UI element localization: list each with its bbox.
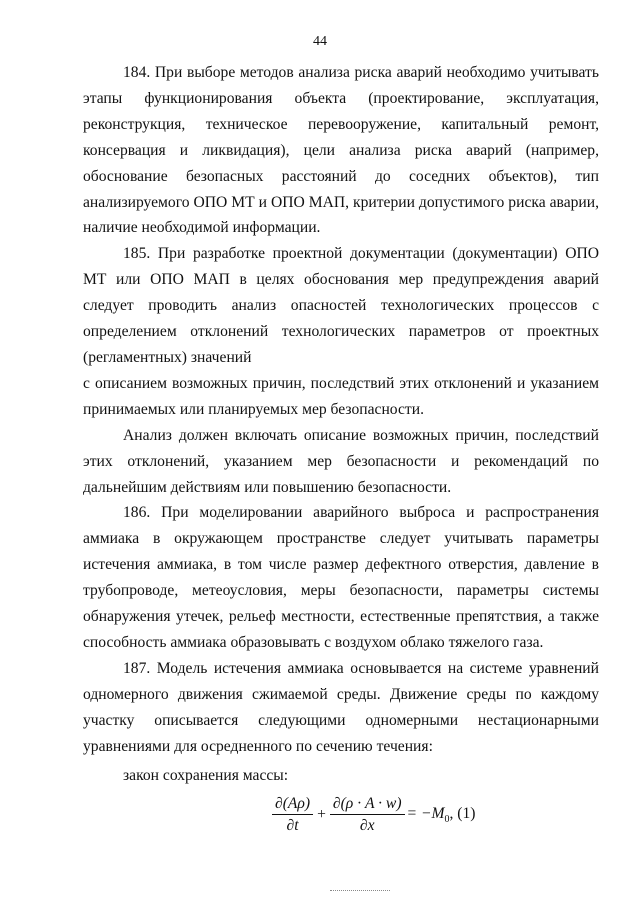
formula-plus: +	[317, 806, 326, 823]
formula-number: , (1)	[449, 804, 476, 822]
page-number: 44	[313, 34, 327, 49]
scan-artifact-line	[330, 890, 390, 891]
formula-numerator-1: ∂(Aρ)	[272, 795, 313, 815]
paragraph-185-continuation: с описанием возможных причин, последствий этих отклонений и указанием принимаемых или планируемых мер безопасности.	[83, 374, 599, 418]
document-body	[83, 60, 599, 789]
formula-rhs	[407, 805, 476, 825]
paragraph-186: 186. При моделировании аварийного выброса и распространения аммиака в окружающем пространстве следует учитывать параметры истечения аммиака, в том числе размер дефектного отверстия, давление в трубопроводе, метеоусловия, меры безопасности, параметры системы обнаружения утечек, рельеф местности, естественные препятствия, а также способность аммиака образовывать с воздухом облако тяжелого газа.	[83, 504, 599, 651]
formula-denominator-1: ∂t	[286, 817, 299, 834]
paragraph-185: 185. При разработке проектной документации (документации) ОПО МТ или ОПО МАП в целях обоснования мер предупреждения аварий следует проводить анализ опасностей технологических процессов с определением отклонений технологических параметров от проектных (регламентных) значений	[83, 245, 599, 366]
formula-rhs-subscript: 0	[444, 814, 450, 826]
formula-denominator-2: ∂x	[359, 817, 375, 834]
mass-conservation-formula	[270, 792, 475, 838]
formula-fraction-2	[330, 795, 405, 835]
formula-fraction-1	[272, 795, 313, 835]
paragraph-analysis: Анализ должен включать описание возможных причин, последствий этих отклонений, указанием мер безопасности и рекомендаций по дальнейшим действиям или повышению безопасности.	[83, 426, 599, 496]
formula-label: закон сохранения массы:	[123, 767, 289, 785]
formula-numerator-2: ∂(ρ · A · w)	[330, 795, 405, 815]
formula-rhs-symbol: = −M	[406, 804, 445, 822]
paragraph-184: 184. При выборе методов анализа риска аварий необходимо учитывать этапы функционирования объекта (проектирование, эксплуатация, реконструкция, техническое перевооружение, капитальный ремонт, консервация и ликвидация), цели анализа риска аварий (например, обоснование безопасных расстояний до соседних объектов), тип анализируемого ОПО МТ и ОПО МАП, критерии допустимого риска аварии, наличие необходимой информации.	[83, 64, 599, 237]
paragraph-187: 187. Модель истечения аммиака основывается на системе уравнений одномерного движения сжимаемой среды. Движение среды по каждому участку описывается следующими одномерными нестационарными уравнениями для осредненного по сечению течения:	[83, 659, 599, 755]
